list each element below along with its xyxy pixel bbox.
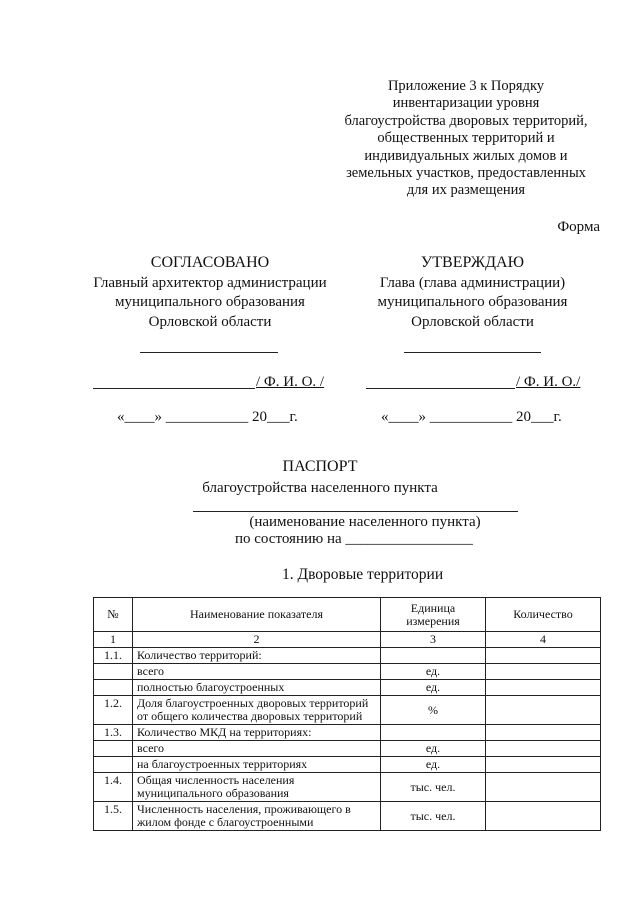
header-unit: Единица измерения <box>381 598 486 632</box>
row-quantity[interactable] <box>486 757 601 773</box>
passport-subtitle: благоустройства населенного пункта <box>202 480 438 496</box>
row-number <box>94 664 133 680</box>
row-indicator: всего <box>133 664 381 680</box>
table-index-row <box>94 632 601 648</box>
passport-title: ПАСПОРТ <box>282 458 358 475</box>
row-unit: ед. <box>381 664 486 680</box>
row-quantity[interactable] <box>486 802 601 831</box>
table-row <box>94 757 601 773</box>
appendix-line: земельных участков, предоставленных <box>346 165 586 182</box>
settlement-name-hint: (наименование населенного пункта) <box>249 514 481 530</box>
appendix-line: для их размещения <box>406 182 526 199</box>
row-quantity[interactable] <box>486 696 601 725</box>
row-number: 1.3. <box>94 725 133 741</box>
approval-right <box>345 253 600 332</box>
row-indicator: Количество территорий: <box>133 648 381 664</box>
row-quantity[interactable] <box>486 741 601 757</box>
appendix-line: Приложение 3 к Порядку <box>387 78 545 94</box>
header-number: № <box>94 598 133 632</box>
row-unit <box>381 648 486 664</box>
row-quantity[interactable] <box>486 725 601 741</box>
appendix-line: инвентаризации уровня <box>392 95 540 112</box>
index-cell: 3 <box>381 632 486 648</box>
settlement-name-line <box>193 511 518 512</box>
table-row <box>94 680 601 696</box>
table-row <box>94 802 601 831</box>
row-number <box>94 741 133 757</box>
index-cell: 2 <box>133 632 381 648</box>
row-quantity[interactable] <box>486 664 601 680</box>
date-field-right: «____» ___________ 20___г. <box>381 409 562 425</box>
row-number <box>94 757 133 773</box>
row-indicator: Общая численность населения муниципального образования <box>133 773 381 802</box>
appendix-line: общественных территорий и <box>377 130 555 147</box>
approval-left-line: Главный архитектор администрации <box>93 274 327 291</box>
signature-line-right <box>404 352 541 353</box>
row-unit: тыс. чел. <box>381 802 486 831</box>
row-unit: тыс. чел. <box>381 773 486 802</box>
row-indicator: на благоустроенных территориях <box>133 757 381 773</box>
row-indicator: всего <box>133 741 381 757</box>
row-unit <box>381 725 486 741</box>
appendix-header <box>330 78 602 200</box>
date-field-left: «____» ___________ 20___г. <box>117 409 298 425</box>
fio-label-left: / Ф. И. О. / <box>256 374 325 390</box>
table-header-row <box>94 598 601 632</box>
approval-right-heading: УТВЕРЖДАЮ <box>420 254 525 271</box>
state-as-of: по состоянию на _________________ <box>235 531 473 547</box>
row-unit: % <box>381 696 486 725</box>
row-quantity[interactable] <box>486 773 601 802</box>
row-number: 1.2. <box>94 696 133 725</box>
indicators-table <box>93 597 601 831</box>
approval-right-line: Глава (глава администрации) <box>379 274 566 291</box>
row-number <box>94 680 133 696</box>
fio-line-right <box>366 388 515 389</box>
index-cell: 4 <box>486 632 601 648</box>
table-row <box>94 725 601 741</box>
form-label: Форма <box>557 219 600 235</box>
table-row <box>94 741 601 757</box>
table-row <box>94 664 601 680</box>
approval-right-line: муниципального образования <box>377 294 568 310</box>
approval-left-line: Орловской области <box>148 313 272 330</box>
approval-left-heading: СОГЛАСОВАНО <box>150 254 270 271</box>
table-row <box>94 696 601 725</box>
header-indicator: Наименование показателя <box>133 598 381 632</box>
table-row <box>94 648 601 664</box>
header-quantity: Количество <box>486 598 601 632</box>
appendix-line: индивидуальных жилых домов и <box>364 147 568 164</box>
fio-label-right: / Ф. И. О./ <box>516 374 581 390</box>
row-number: 1.1. <box>94 648 133 664</box>
section-title: 1. Дворовые территории <box>282 566 444 583</box>
signature-line-left <box>140 352 278 353</box>
table-row <box>94 773 601 802</box>
index-cell: 1 <box>94 632 133 648</box>
row-indicator: Количество МКД на территориях: <box>133 725 381 741</box>
row-number: 1.5. <box>94 802 133 831</box>
approval-left <box>80 253 340 332</box>
row-indicator: Доля благоустроенных дворовых территорий от общего количества дворовых территорий <box>133 696 381 725</box>
row-number: 1.4. <box>94 773 133 802</box>
approval-right-line: Орловской области <box>411 313 534 330</box>
row-unit: ед. <box>381 741 486 757</box>
row-unit: ед. <box>381 680 486 696</box>
row-quantity[interactable] <box>486 680 601 696</box>
approval-left-line: муниципального образования <box>115 294 305 310</box>
row-quantity[interactable] <box>486 648 601 664</box>
appendix-line: благоустройства дворовых территорий, <box>344 112 588 129</box>
fio-line-left <box>93 388 255 389</box>
row-indicator: полностью благоустроенных <box>133 680 381 696</box>
row-indicator: Численность населения, проживающего в жилом фонде с благоустроенными <box>133 802 381 831</box>
row-unit: ед. <box>381 757 486 773</box>
